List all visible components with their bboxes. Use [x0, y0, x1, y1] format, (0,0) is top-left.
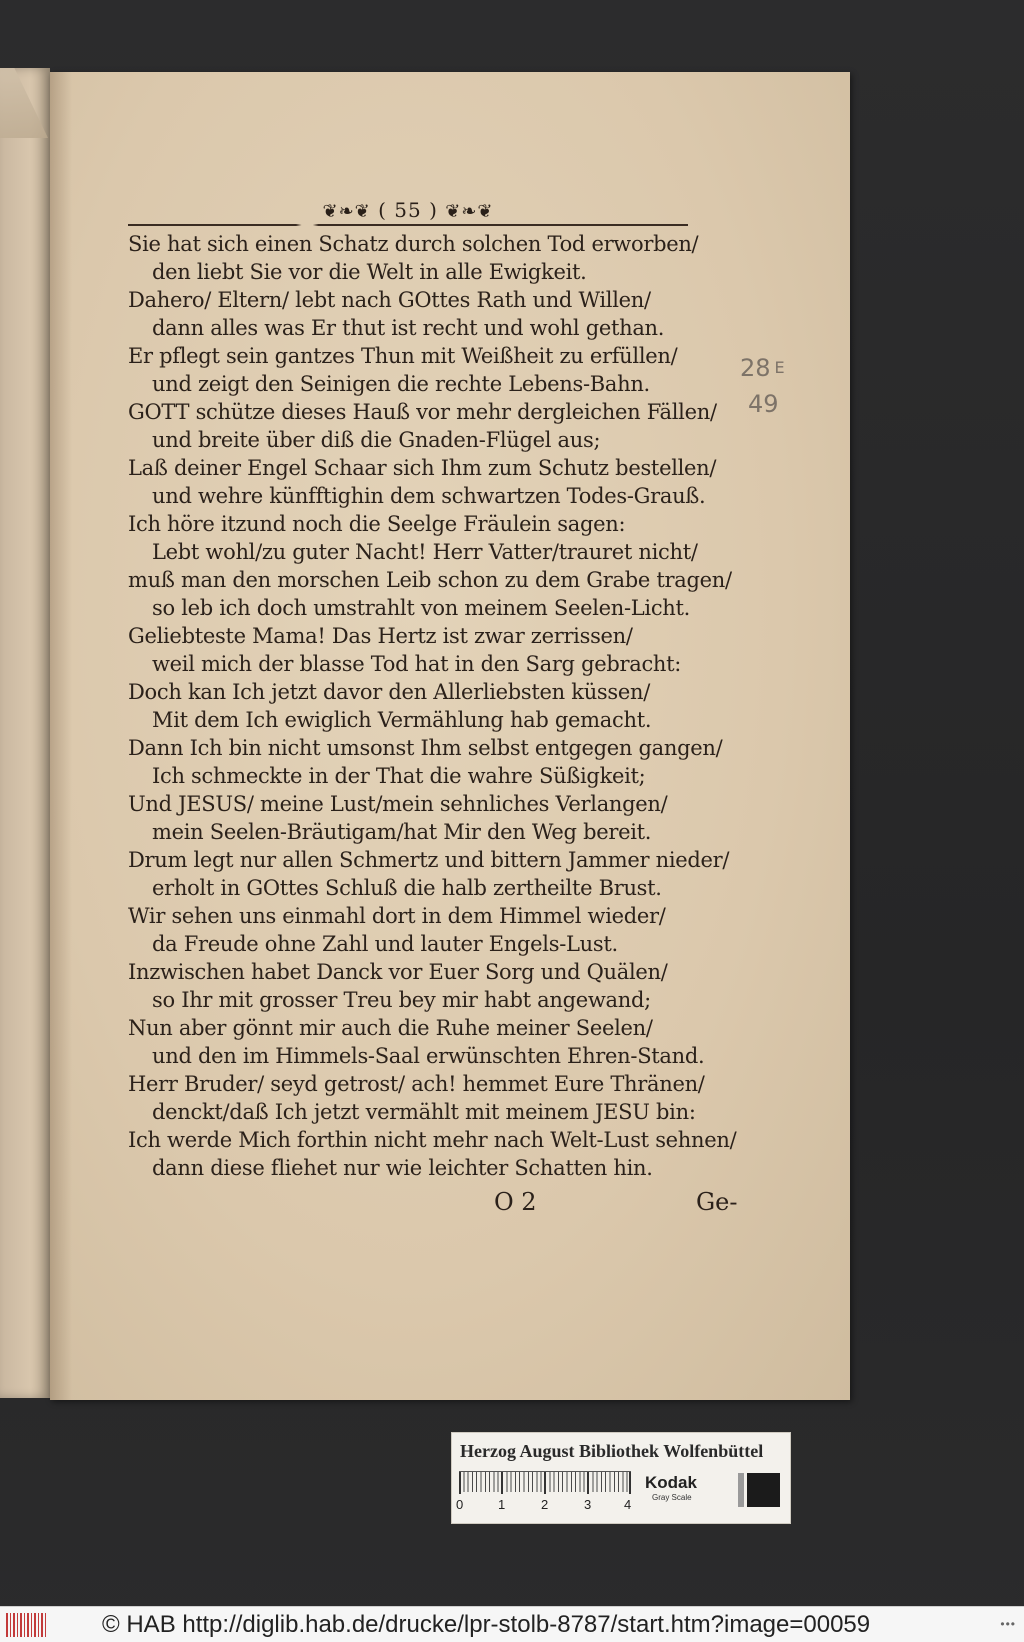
- verse-line: Lebt wohl/zu guter Nacht! Herr Vatter/trauret nicht/: [152, 540, 698, 564]
- verse-line: Dann Ich bin nicht umsonst Ihm selbst entgegen gangen/: [128, 736, 723, 760]
- pencil-annotation: [740, 350, 785, 422]
- page-curl: [0, 68, 48, 138]
- verse-line: Sie hat sich einen Schatz durch solchen Tod erworben/: [128, 232, 699, 256]
- verse-line: erholt in GOttes Schluß die halb zertheilte Brust.: [152, 876, 662, 900]
- ruler-tick: [459, 1472, 461, 1494]
- page-number: ( 55 ): [378, 198, 438, 222]
- ruler-label: 2: [541, 1497, 549, 1512]
- verse-line: weil mich der blasse Tod hat in den Sarg gebracht:: [152, 652, 682, 676]
- pencil-note-line1: 28: [740, 354, 771, 382]
- verse-line: so Ihr mit grosser Treu bey mir habt angewand;: [152, 988, 651, 1012]
- verse-line: so leb ich doch umstrahlt von meinem Seelen-Licht.: [152, 596, 691, 620]
- header-rule: [128, 224, 688, 226]
- header-ornament-right: ❦❧❦: [445, 201, 494, 222]
- text-block: [128, 198, 768, 1220]
- verse-line: denckt/daß Ich jetzt vermählt mit meinem JESU bin:: [152, 1100, 696, 1124]
- verse-line: Er pflegt sein gantzes Thun mit Weißheit zu erfüllen/: [128, 344, 678, 368]
- gray-scale-label: Gray Scale: [652, 1493, 692, 1502]
- ruler-tick: [501, 1472, 503, 1494]
- verse-line: da Freude ohne Zahl und lauter Engels-Lust.: [152, 932, 618, 956]
- gray-scale-patch: [720, 1473, 780, 1507]
- verse-line: Ich höre itzund noch die Seelge Fräulein sagen:: [128, 512, 626, 536]
- ruler-label: 0: [456, 1497, 464, 1512]
- catchword: Ge-: [696, 1188, 738, 1216]
- verse-line: muß man den morschen Leib schon zu dem Grabe tragen/: [128, 568, 732, 592]
- verse-line: Geliebteste Mama! Das Hertz ist zwar zerrissen/: [128, 624, 633, 648]
- ruler-label: 3: [584, 1497, 592, 1512]
- verse-line: dann alles was Er thut ist recht und wohl gethan.: [152, 316, 665, 340]
- verse-line: Inzwischen habet Danck vor Euer Sorg und Quälen/: [128, 960, 668, 984]
- verse-line: mein Seelen-Bräutigam/hat Mir den Weg bereit.: [152, 820, 652, 844]
- barcode-icon[interactable]: [6, 1613, 46, 1637]
- verse-line: und den im Himmels-Saal erwünschten Ehren-Stand.: [152, 1044, 705, 1068]
- card-title: Herzog August Bibliothek Wolfenbüttel: [460, 1441, 764, 1461]
- pencil-note-line2: 49: [748, 390, 779, 418]
- verse-line: Drum legt nur allen Schmertz und bittern Jammer nieder/: [128, 848, 730, 872]
- ruler-tick: [587, 1472, 589, 1494]
- verse-line: und breite über diß die Gnaden-Flügel aus;: [152, 428, 601, 452]
- verse-line: und wehre künfftighin dem schwartzen Todes-Grauß.: [152, 484, 706, 508]
- more-options-icon[interactable]: •••: [1000, 1617, 1016, 1631]
- verse-line: GOTT schütze dieses Hauß vor mehr dergleichen Fällen/: [128, 400, 717, 424]
- ruler-label: 1: [498, 1497, 506, 1512]
- status-bar: [0, 1606, 1024, 1642]
- signature-mark: O 2: [494, 1188, 537, 1216]
- color-calibration-card: [451, 1432, 791, 1524]
- verse-line: Nun aber gönnt mir auch die Ruhe meiner Seelen/: [128, 1016, 653, 1040]
- header-ornament-left: ❦❧❦: [322, 201, 371, 222]
- verse-line: Wir sehen uns einmahl dort in dem Himmel wieder/: [128, 904, 666, 928]
- scanned-page: [50, 72, 850, 1400]
- verse-line: Mit dem Ich ewiglich Vermählung hab gemacht.: [152, 708, 652, 732]
- pencil-note-sup: E: [774, 358, 785, 377]
- verse-line: Ich werde Mich forthin nicht mehr nach Welt-Lust sehnen/: [128, 1128, 737, 1152]
- kodak-logo: Kodak: [645, 1473, 697, 1492]
- ruler-tick: [629, 1472, 631, 1494]
- ruler-tick: [544, 1472, 546, 1494]
- verse-line: Und JESUS/ meine Lust/mein sehnliches Verlangen/: [128, 792, 668, 816]
- scale-ruler: [459, 1471, 631, 1492]
- verse-line: Dahero/ Eltern/ lebt nach GOttes Rath und Willen/: [128, 288, 651, 312]
- page-footer: [128, 1188, 768, 1220]
- page-header: [248, 198, 568, 222]
- adjacent-page-edge: [0, 68, 50, 1398]
- ruler-label: 4: [624, 1497, 632, 1512]
- verse-line: und zeigt den Seinigen die rechte Lebens-Bahn.: [152, 372, 650, 396]
- verse-line: Doch kan Ich jetzt davor den Allerliebsten küssen/: [128, 680, 650, 704]
- copyright-url-text[interactable]: © HAB http://diglib.hab.de/drucke/lpr-stolb-8787/start.htm?image=00059: [102, 1611, 871, 1638]
- verse-lines: [128, 230, 768, 1182]
- verse-line: Laß deiner Engel Schaar sich Ihm zum Schutz bestellen/: [128, 456, 717, 480]
- verse-line: den liebt Sie vor die Welt in alle Ewigkeit.: [152, 260, 587, 284]
- verse-line: dann diese fliehet nur wie leichter Schatten hin.: [152, 1156, 653, 1180]
- verse-line: Ich schmeckte in der That die wahre Süßigkeit;: [152, 764, 646, 788]
- gray-stripe: [738, 1473, 744, 1507]
- verse-line: Herr Bruder/ seyd getrost/ ach! hemmet Eure Thränen/: [128, 1072, 705, 1096]
